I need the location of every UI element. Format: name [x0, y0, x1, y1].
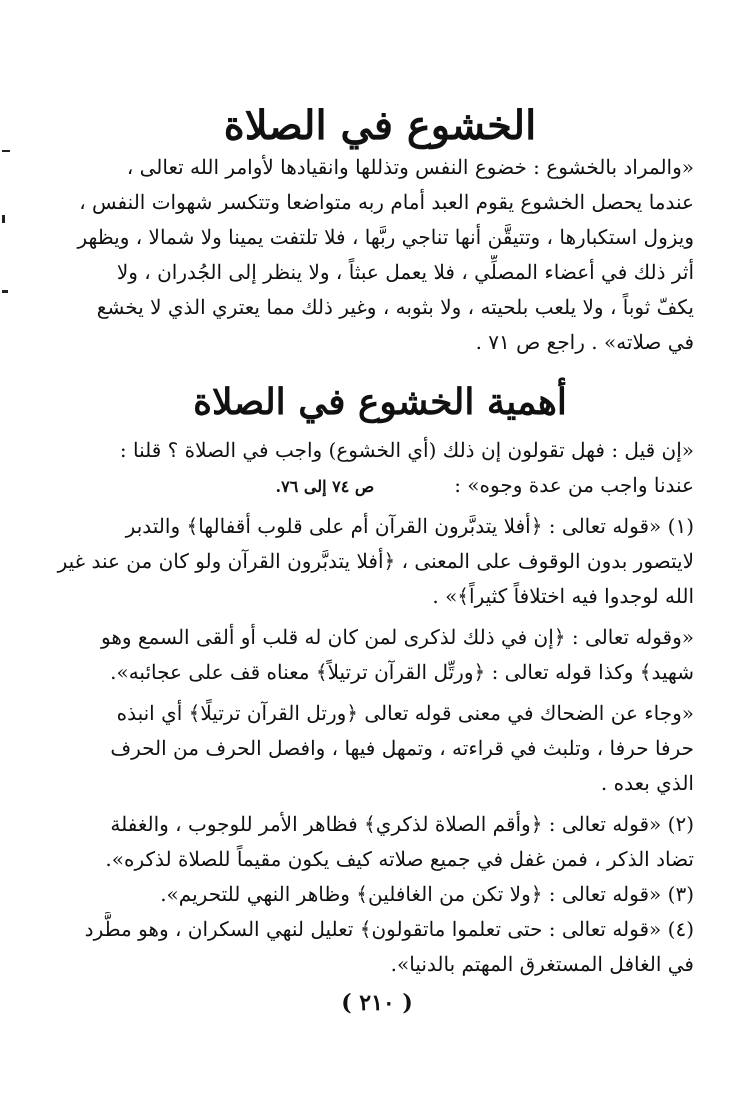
text-line: عندما يحصل الخشوع يقوم العبد أمام ربه متواضعا وتتكسر شهوات النفس ،: [79, 190, 694, 214]
text-line: «والمراد بالخشوع : خضوع النفس وتذللها وانقيادها لأوامر الله تعالى ،: [126, 155, 694, 179]
section-importance-text: [56, 433, 694, 982]
text-line: «وقوله تعالى : ﴿إن في ذلك لذكرى لمن كان له قلب أو ألقى السمع وهو: [101, 625, 694, 649]
text-line: لايتصور بدون الوقوف على المعنى ، ﴿أفلا يتدبَّرون القرآن ولو كان من عند غير: [57, 549, 694, 573]
text-line: في الغافل المستغرق المهتم بالدنيا».: [390, 952, 694, 976]
reference-note: ص ٧٤ إلى ٧٦.: [275, 477, 375, 496]
margin-mark: [2, 215, 5, 223]
margin-mark: [2, 150, 10, 152]
section-khushu-text: [56, 150, 694, 360]
text-line: (١) «قوله تعالى : ﴿أفلا يتدبَّرون القرآن أم على قلوب أقفالها﴾ والتدبر: [125, 514, 694, 538]
text-line: «وجاء عن الضحاك في معنى قوله تعالى ﴿ورتل القرآن ترتيلًا﴾ أي انبذه: [116, 701, 694, 725]
text-line: الذي بعده .: [600, 771, 694, 795]
text-line: (٤) «قوله تعالى : حتى تعلموا ماتقولون﴾ تعليل لنهي السكران ، وهو مطَّرد: [84, 917, 694, 941]
text-line: (٣) «قوله تعالى : ﴿ولا تكن من الغافلين﴾ وظاهر النهي للتحريم».: [160, 882, 694, 906]
text-line: تضاد الذكر ، فمن غفل في جميع صلاته كيف يكون مقيماً للصلاة لذكره».: [105, 847, 694, 871]
text-line: في صلاته» . راجع ص ٧١ .: [475, 330, 694, 354]
page-number: ( ٢١٠ ): [341, 990, 413, 1016]
text-line-content: عندنا واجب من عدة وجوه» :: [454, 473, 694, 497]
text-line: شهيد﴾ وكذا قوله تعالى : ﴿ورتِّل القرآن ترتيلاً﴾ معناه قف على عجائبه».: [110, 660, 694, 684]
section-title-importance: أهمية الخشوع في الصلاة: [193, 381, 567, 423]
text-line: أثر ذلك في أعضاء المصلِّي ، فلا يعمل عبثاً ، ولا ينظر إلى الجُدران ، ولا: [116, 260, 694, 284]
text-line: [56, 468, 694, 503]
text-line: الله لوجدوا فيه اختلافاً كثيراً﴾» .: [432, 584, 694, 608]
section-title-khushu: الخشوع في الصلاة: [223, 102, 537, 149]
margin-mark: [2, 290, 8, 293]
text-line: ويزول استكبارها ، وتتيقَّن أنها تناجي ربَّها ، فلا تلتفت يمينا ولا شمالا ، ويظهر: [77, 225, 694, 249]
text-line: «إن قيل : فهل تقولون إن ذلك (أي الخشوع) واجب في الصلاة ؟ قلنا :: [119, 438, 694, 462]
text-line: يكفّ ثوباً ، ولا يلعب بلحيته ، ولا بثوبه ، وغير ذلك مما يعتري الذي لا يخشع: [96, 295, 694, 319]
text-line: حرفا حرفا ، وتلبث في قراءته ، وتمهل فيها ، وافصل الحرف من الحرف: [110, 736, 694, 760]
text-line: (٢) «قوله تعالى : ﴿وأقم الصلاة لذكري﴾ فظاهر الأمر للوجوب ، والغفلة: [110, 812, 694, 836]
